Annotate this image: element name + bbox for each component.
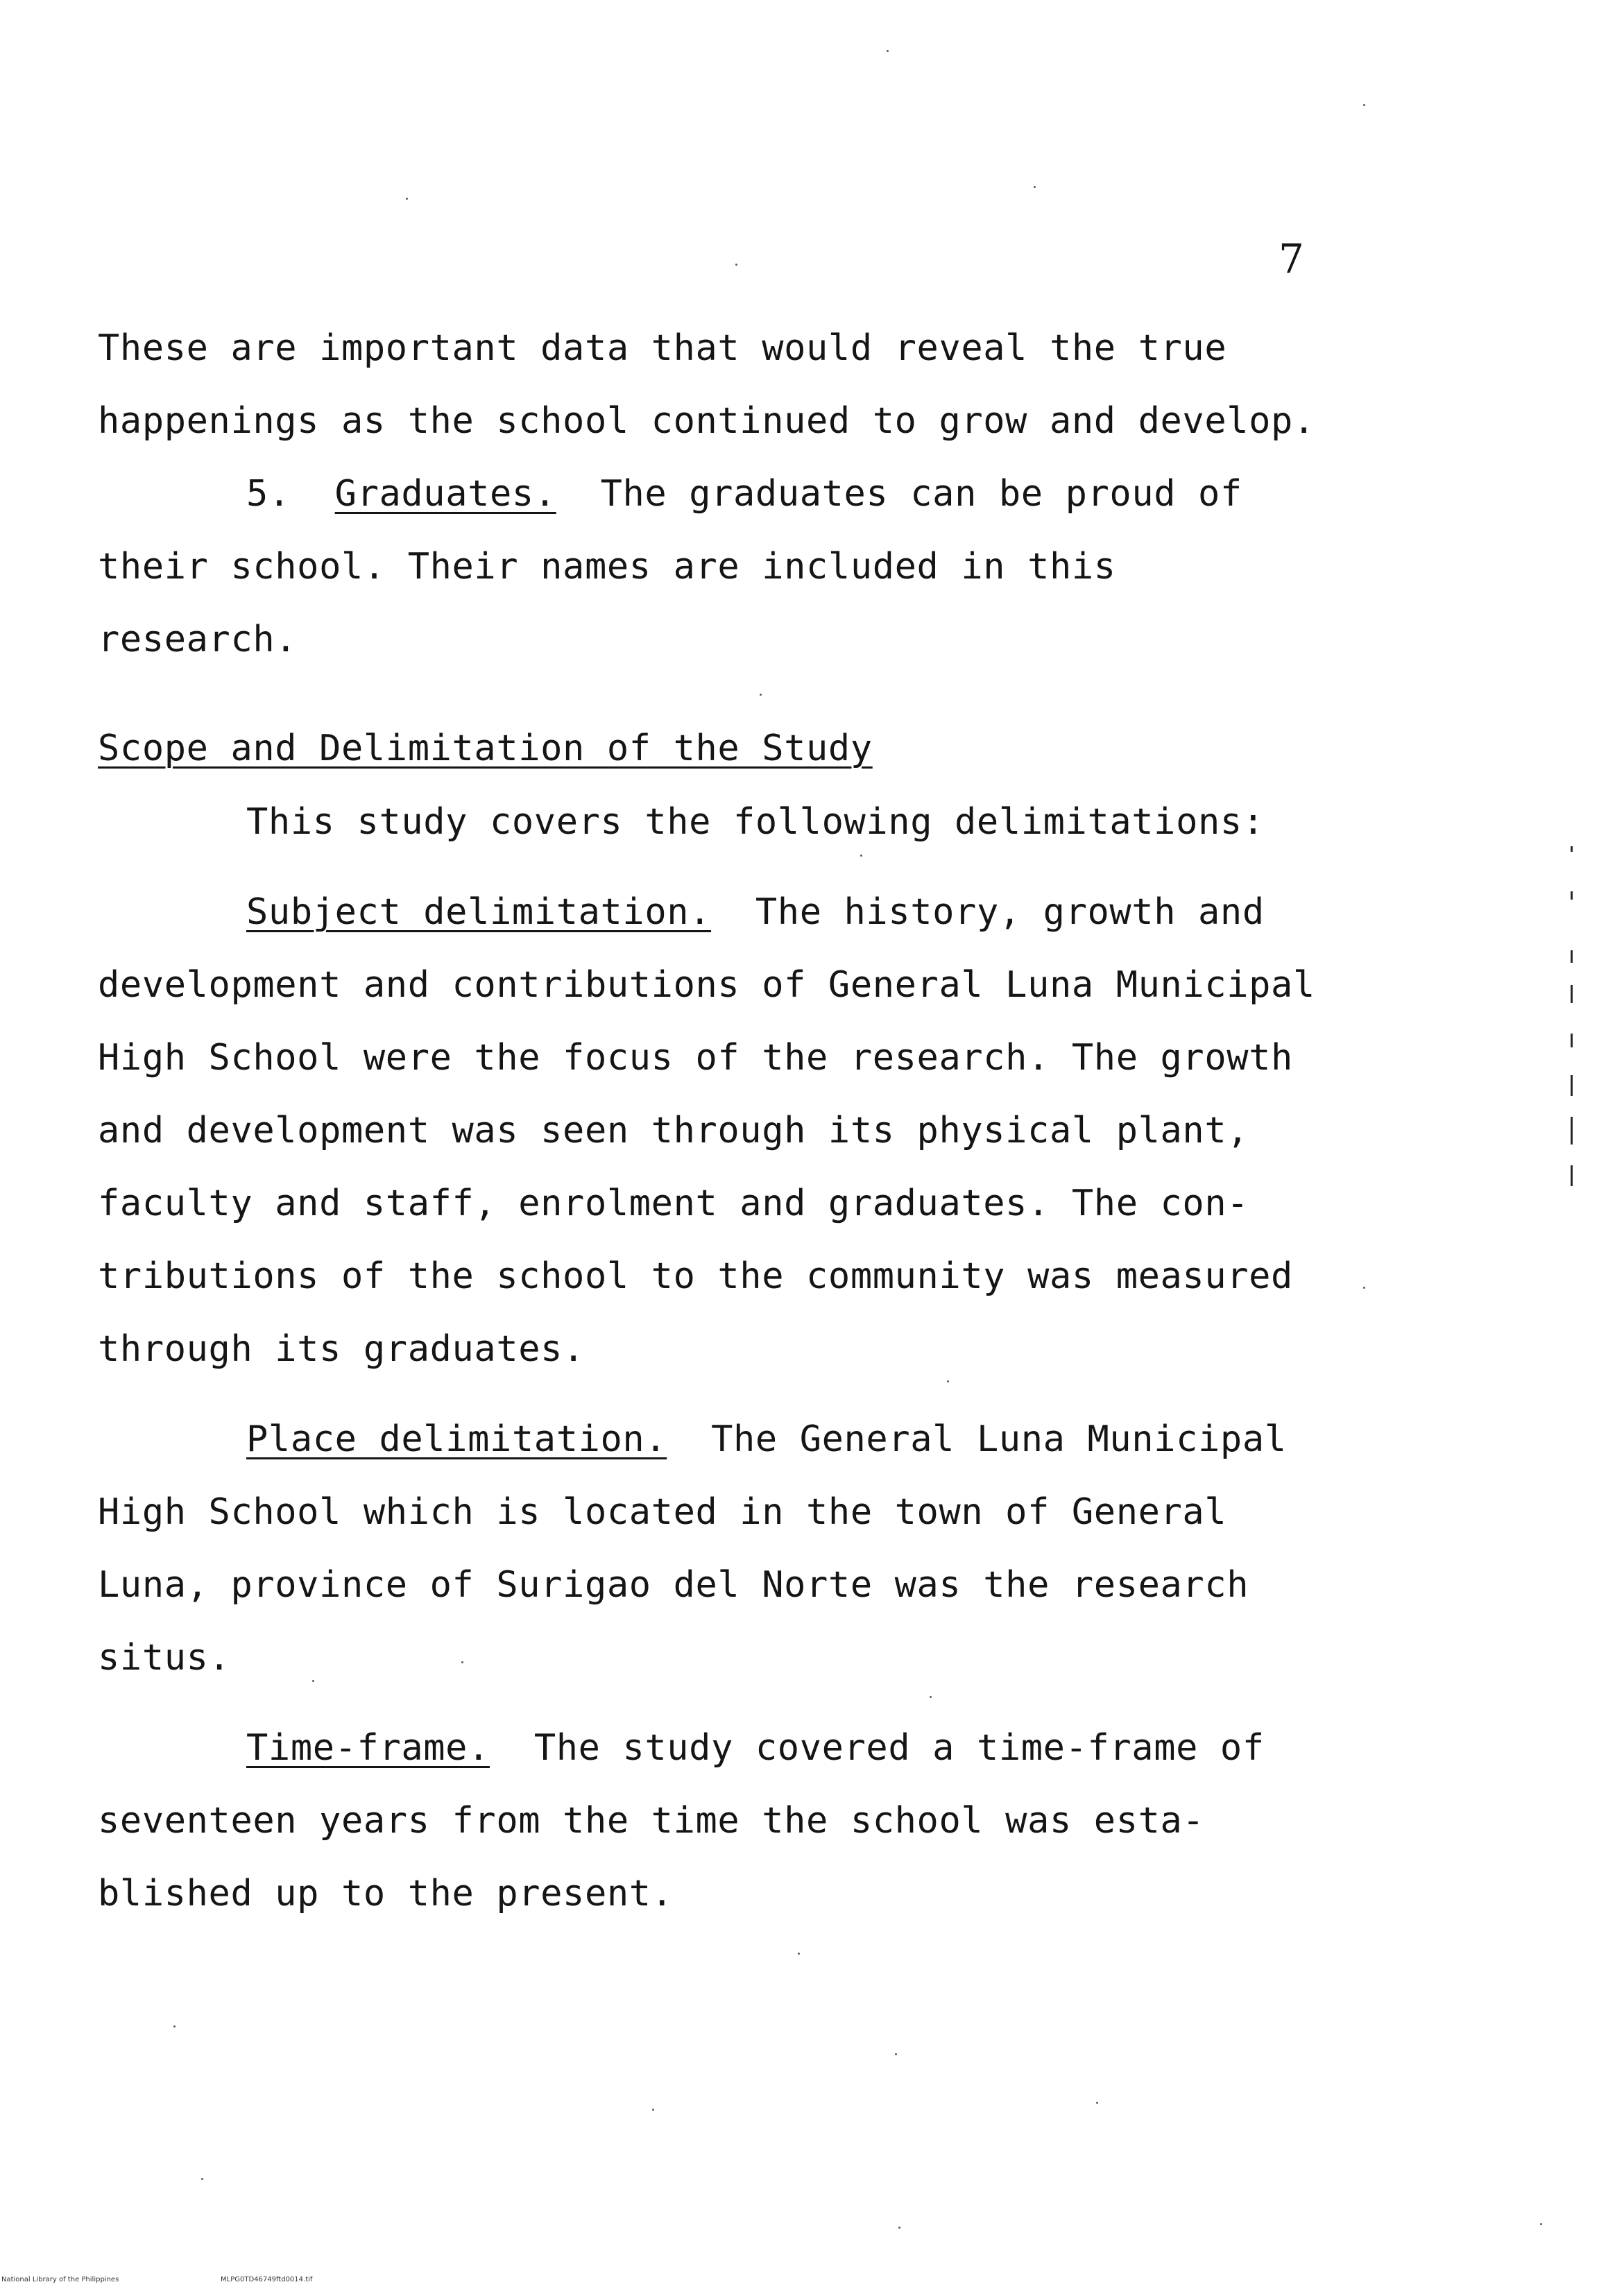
page-number: 7 [1279,235,1304,282]
time-heading: Time-frame. [246,1727,490,1769]
scan-mark [1571,1117,1573,1144]
scan-speck [201,2178,203,2180]
paragraph-line: and development was seen through its physical plant, [98,1110,1249,1151]
scan-speck [947,1380,949,1382]
section-heading: Scope and Delimitation of the Study [98,728,873,769]
scan-speck [312,1680,314,1682]
scan-speck [461,1661,463,1663]
item-number: 5. [246,473,291,515]
footer-filename: MLPG0TD46749ftd0014.tif [221,2276,313,2283]
graduates-line [246,473,1242,515]
scan-speck [798,1953,800,1955]
subject-heading: Subject delimitation. [246,891,712,933]
paragraph-line: tributions of the school to the community was measured [98,1255,1293,1297]
scan-speck [1034,186,1036,188]
scan-speck [735,264,737,266]
footer-library: National Library of the Philippines [1,2276,119,2283]
paragraph-line: faculty and staff, enrolment and graduates. The con- [98,1183,1249,1224]
paragraph-line: their school. Their names are included in this [98,546,1116,588]
scan-mark [1571,985,1573,1003]
paragraph-line: through its graduates. [98,1328,585,1370]
scan-mark [1571,1165,1573,1186]
paragraph-line: High School which is located in the town of General [98,1491,1227,1533]
scan-mark [1571,891,1573,900]
place-text: The General Luna Municipal [711,1418,1287,1460]
paragraph-line: High School were the focus of the research. The growth [98,1037,1293,1079]
scan-speck [1363,104,1365,106]
scan-mark [1571,1075,1573,1096]
place-heading: Place delimitation. [246,1418,667,1460]
scan-speck [1096,2102,1098,2104]
scan-mark [1571,1034,1573,1047]
place-line [246,1418,1287,1460]
graduates-text: The graduates can be proud of [600,473,1242,515]
scan-speck [898,2227,900,2229]
scan-speck [895,2053,897,2055]
scan-speck [173,2025,176,2027]
scan-speck [406,198,408,200]
scan-mark [1571,846,1573,852]
paragraph-line: happenings as the school continued to grow and develop. [98,400,1315,442]
paragraph-line: blished up to the present. [98,1873,674,1914]
paragraph-line: These are important data that would reveal the true [98,327,1227,369]
subject-line [246,891,1265,933]
scan-speck [860,855,862,857]
section-intro: This study covers the following delimitations: [246,801,1265,843]
scan-speck [1363,1287,1365,1289]
scan-speck [1540,2223,1542,2225]
graduates-heading: Graduates. [334,473,556,515]
paragraph-line: Luna, province of Surigao del Norte was the research [98,1564,1249,1606]
scan-speck [930,1696,932,1698]
subject-text: The history, growth and [755,891,1265,933]
scan-mark [1571,950,1573,963]
paragraph-line: situs. [98,1637,231,1679]
scan-speck [760,694,762,696]
paragraph-line: seventeen years from the time the school was esta- [98,1800,1205,1842]
time-text: The study covered a time-frame of [533,1727,1265,1769]
paragraph-line: development and contributions of General Luna Municipal [98,964,1315,1006]
time-line [246,1727,1265,1769]
scan-speck [652,2109,654,2111]
paragraph-line: research. [98,619,298,660]
scan-speck [887,50,889,52]
